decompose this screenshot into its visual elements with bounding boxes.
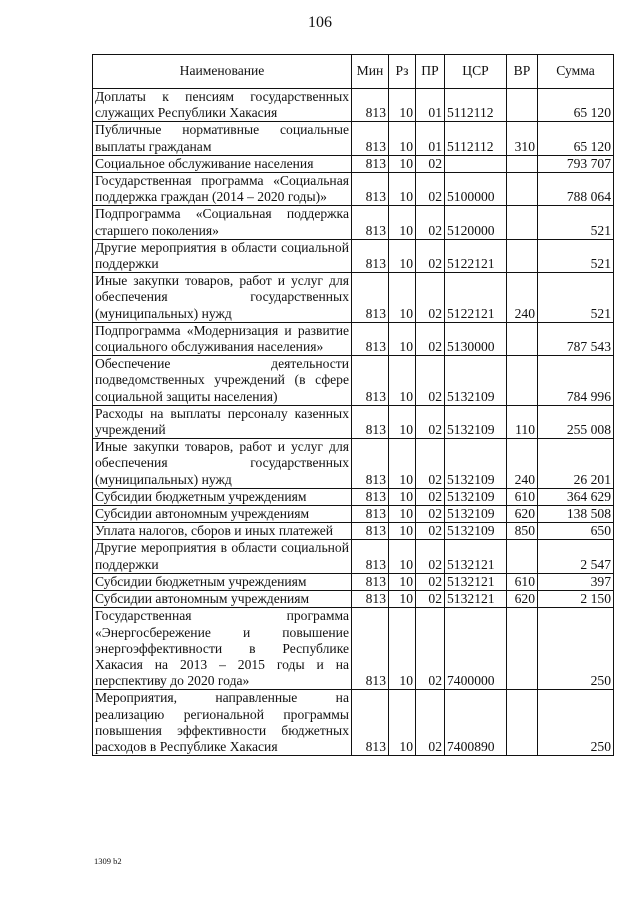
cell-csr: 7400890 bbox=[445, 690, 507, 756]
cell-csr: 5112112 bbox=[445, 122, 507, 155]
header-name: Наименование bbox=[93, 55, 352, 89]
cell-name: Субсидии бюджетным учреждениям bbox=[93, 573, 352, 590]
cell-sum: 65 120 bbox=[538, 122, 614, 155]
cell-vr: 310 bbox=[507, 122, 538, 155]
cell-min: 813 bbox=[352, 690, 389, 756]
table-row bbox=[93, 690, 614, 756]
cell-rz: 10 bbox=[389, 155, 416, 172]
cell-min: 813 bbox=[352, 540, 389, 573]
header-csr: ЦСР bbox=[445, 55, 507, 89]
cell-csr: 5132109 bbox=[445, 356, 507, 406]
table-row bbox=[93, 608, 614, 690]
cell-min: 813 bbox=[352, 155, 389, 172]
table-row bbox=[93, 506, 614, 523]
header-rz: Рз bbox=[389, 55, 416, 89]
cell-name: Публичные нормативные социальные выплаты гражданам bbox=[93, 122, 352, 155]
cell-pr: 02 bbox=[416, 356, 445, 406]
cell-pr: 02 bbox=[416, 273, 445, 323]
cell-name: Другие мероприятия в области социальной поддержки bbox=[93, 540, 352, 573]
cell-vr bbox=[507, 206, 538, 239]
cell-csr: 5132121 bbox=[445, 573, 507, 590]
cell-rz: 10 bbox=[389, 540, 416, 573]
cell-csr: 5120000 bbox=[445, 206, 507, 239]
header-vr: ВР bbox=[507, 55, 538, 89]
cell-rz: 10 bbox=[389, 439, 416, 489]
cell-vr: 110 bbox=[507, 405, 538, 438]
cell-sum: 650 bbox=[538, 523, 614, 540]
cell-rz: 10 bbox=[389, 356, 416, 406]
cell-rz: 10 bbox=[389, 573, 416, 590]
cell-pr: 02 bbox=[416, 573, 445, 590]
cell-min: 813 bbox=[352, 405, 389, 438]
table-row bbox=[93, 573, 614, 590]
cell-sum: 2 547 bbox=[538, 540, 614, 573]
cell-csr: 5130000 bbox=[445, 322, 507, 355]
table-row bbox=[93, 122, 614, 155]
cell-min: 813 bbox=[352, 89, 389, 122]
table-row bbox=[93, 173, 614, 206]
header-sum: Сумма bbox=[538, 55, 614, 89]
cell-vr: 610 bbox=[507, 488, 538, 505]
cell-vr: 620 bbox=[507, 506, 538, 523]
cell-name: Подпрограмма «Социальная поддержка старшего поколения» bbox=[93, 206, 352, 239]
cell-csr: 5132121 bbox=[445, 591, 507, 608]
cell-pr: 02 bbox=[416, 322, 445, 355]
table-row bbox=[93, 540, 614, 573]
cell-vr bbox=[507, 608, 538, 690]
cell-rz: 10 bbox=[389, 122, 416, 155]
cell-sum: 521 bbox=[538, 273, 614, 323]
cell-name: Мероприятия, направленные на реализацию региональной программы повышения эффективности бюджетных расходов в Республике Хакасия bbox=[93, 690, 352, 756]
cell-vr bbox=[507, 356, 538, 406]
cell-name: Обеспечение деятельности подведомственных учреждений (в сфере социальной защиты населения) bbox=[93, 356, 352, 406]
cell-csr: 5100000 bbox=[445, 173, 507, 206]
cell-name: Уплата налогов, сборов и иных платежей bbox=[93, 523, 352, 540]
cell-vr bbox=[507, 155, 538, 172]
cell-min: 813 bbox=[352, 523, 389, 540]
cell-name: Субсидии бюджетным учреждениям bbox=[93, 488, 352, 505]
cell-sum: 364 629 bbox=[538, 488, 614, 505]
cell-rz: 10 bbox=[389, 608, 416, 690]
cell-csr: 5132121 bbox=[445, 540, 507, 573]
cell-rz: 10 bbox=[389, 239, 416, 272]
cell-vr bbox=[507, 173, 538, 206]
table-row bbox=[93, 405, 614, 438]
cell-min: 813 bbox=[352, 439, 389, 489]
cell-sum: 397 bbox=[538, 573, 614, 590]
cell-rz: 10 bbox=[389, 488, 416, 505]
cell-vr: 620 bbox=[507, 591, 538, 608]
header-min: Мин bbox=[352, 55, 389, 89]
cell-min: 813 bbox=[352, 608, 389, 690]
table-row bbox=[93, 273, 614, 323]
cell-name: Доплаты к пенсиям государственных служащих Республики Хакасия bbox=[93, 89, 352, 122]
cell-vr: 240 bbox=[507, 273, 538, 323]
cell-sum: 255 008 bbox=[538, 405, 614, 438]
cell-name: Иные закупки товаров, работ и услуг для обеспечения государственных (муниципальных) нужд bbox=[93, 273, 352, 323]
cell-pr: 02 bbox=[416, 540, 445, 573]
cell-pr: 02 bbox=[416, 608, 445, 690]
cell-name: Расходы на выплаты персоналу казенных учреждений bbox=[93, 405, 352, 438]
cell-name: Субсидии автономным учреждениям bbox=[93, 591, 352, 608]
cell-csr bbox=[445, 155, 507, 172]
cell-rz: 10 bbox=[389, 690, 416, 756]
cell-min: 813 bbox=[352, 506, 389, 523]
cell-min: 813 bbox=[352, 206, 389, 239]
table-row bbox=[93, 155, 614, 172]
cell-pr: 01 bbox=[416, 89, 445, 122]
cell-pr: 02 bbox=[416, 155, 445, 172]
cell-pr: 02 bbox=[416, 690, 445, 756]
cell-name: Подпрограмма «Модернизация и развитие социального обслуживания населения» bbox=[93, 322, 352, 355]
cell-min: 813 bbox=[352, 356, 389, 406]
cell-vr bbox=[507, 89, 538, 122]
cell-rz: 10 bbox=[389, 173, 416, 206]
cell-csr: 5132109 bbox=[445, 439, 507, 489]
table-row bbox=[93, 239, 614, 272]
cell-pr: 02 bbox=[416, 405, 445, 438]
cell-rz: 10 bbox=[389, 322, 416, 355]
cell-rz: 10 bbox=[389, 591, 416, 608]
cell-csr: 7400000 bbox=[445, 608, 507, 690]
cell-min: 813 bbox=[352, 488, 389, 505]
cell-csr: 5132109 bbox=[445, 506, 507, 523]
cell-min: 813 bbox=[352, 122, 389, 155]
cell-rz: 10 bbox=[389, 89, 416, 122]
cell-name: Иные закупки товаров, работ и услуг для обеспечения государственных (муниципальных) нужд bbox=[93, 439, 352, 489]
table-body bbox=[93, 89, 614, 756]
cell-pr: 02 bbox=[416, 488, 445, 505]
cell-rz: 10 bbox=[389, 405, 416, 438]
cell-min: 813 bbox=[352, 322, 389, 355]
cell-pr: 01 bbox=[416, 122, 445, 155]
cell-name: Социальное обслуживание населения bbox=[93, 155, 352, 172]
table-header-row bbox=[93, 55, 614, 89]
cell-sum: 26 201 bbox=[538, 439, 614, 489]
cell-sum: 250 bbox=[538, 690, 614, 756]
cell-sum: 793 707 bbox=[538, 155, 614, 172]
cell-sum: 521 bbox=[538, 206, 614, 239]
cell-sum: 250 bbox=[538, 608, 614, 690]
footer-code: 1309 b2 bbox=[94, 856, 122, 866]
cell-name: Субсидии автономным учреждениям bbox=[93, 506, 352, 523]
table-row bbox=[93, 523, 614, 540]
cell-min: 813 bbox=[352, 273, 389, 323]
cell-sum: 138 508 bbox=[538, 506, 614, 523]
cell-sum: 784 996 bbox=[538, 356, 614, 406]
cell-csr: 5132109 bbox=[445, 488, 507, 505]
cell-pr: 02 bbox=[416, 206, 445, 239]
table-row bbox=[93, 591, 614, 608]
cell-csr: 5122121 bbox=[445, 239, 507, 272]
cell-name: Другие мероприятия в области социальной поддержки bbox=[93, 239, 352, 272]
table-row bbox=[93, 488, 614, 505]
cell-pr: 02 bbox=[416, 523, 445, 540]
cell-pr: 02 bbox=[416, 239, 445, 272]
header-pr: ПР bbox=[416, 55, 445, 89]
cell-vr: 240 bbox=[507, 439, 538, 489]
table-row bbox=[93, 206, 614, 239]
cell-vr bbox=[507, 540, 538, 573]
cell-pr: 02 bbox=[416, 439, 445, 489]
cell-csr: 5132109 bbox=[445, 523, 507, 540]
table-row bbox=[93, 439, 614, 489]
cell-name: Государственная программа «Энергосбережение и повышение энергоэффективности в Республике Хакасия на 2013 – 2015 годы и на перспективу до 2020 года» bbox=[93, 608, 352, 690]
cell-csr: 5112112 bbox=[445, 89, 507, 122]
cell-rz: 10 bbox=[389, 506, 416, 523]
cell-vr bbox=[507, 322, 538, 355]
cell-sum: 787 543 bbox=[538, 322, 614, 355]
cell-sum: 2 150 bbox=[538, 591, 614, 608]
table-row bbox=[93, 322, 614, 355]
cell-vr bbox=[507, 690, 538, 756]
cell-vr: 850 bbox=[507, 523, 538, 540]
cell-pr: 02 bbox=[416, 506, 445, 523]
cell-min: 813 bbox=[352, 239, 389, 272]
cell-min: 813 bbox=[352, 173, 389, 206]
cell-min: 813 bbox=[352, 591, 389, 608]
cell-csr: 5122121 bbox=[445, 273, 507, 323]
cell-csr: 5132109 bbox=[445, 405, 507, 438]
cell-sum: 788 064 bbox=[538, 173, 614, 206]
cell-pr: 02 bbox=[416, 591, 445, 608]
cell-rz: 10 bbox=[389, 523, 416, 540]
cell-min: 813 bbox=[352, 573, 389, 590]
cell-vr bbox=[507, 239, 538, 272]
cell-rz: 10 bbox=[389, 206, 416, 239]
cell-vr: 610 bbox=[507, 573, 538, 590]
cell-rz: 10 bbox=[389, 273, 416, 323]
cell-pr: 02 bbox=[416, 173, 445, 206]
table-row bbox=[93, 356, 614, 406]
page-number: 106 bbox=[308, 14, 332, 31]
cell-name: Государственная программа «Социальная поддержка граждан (2014 – 2020 годы)» bbox=[93, 173, 352, 206]
budget-table bbox=[92, 54, 614, 756]
cell-sum: 521 bbox=[538, 239, 614, 272]
cell-sum: 65 120 bbox=[538, 89, 614, 122]
table-row bbox=[93, 89, 614, 122]
